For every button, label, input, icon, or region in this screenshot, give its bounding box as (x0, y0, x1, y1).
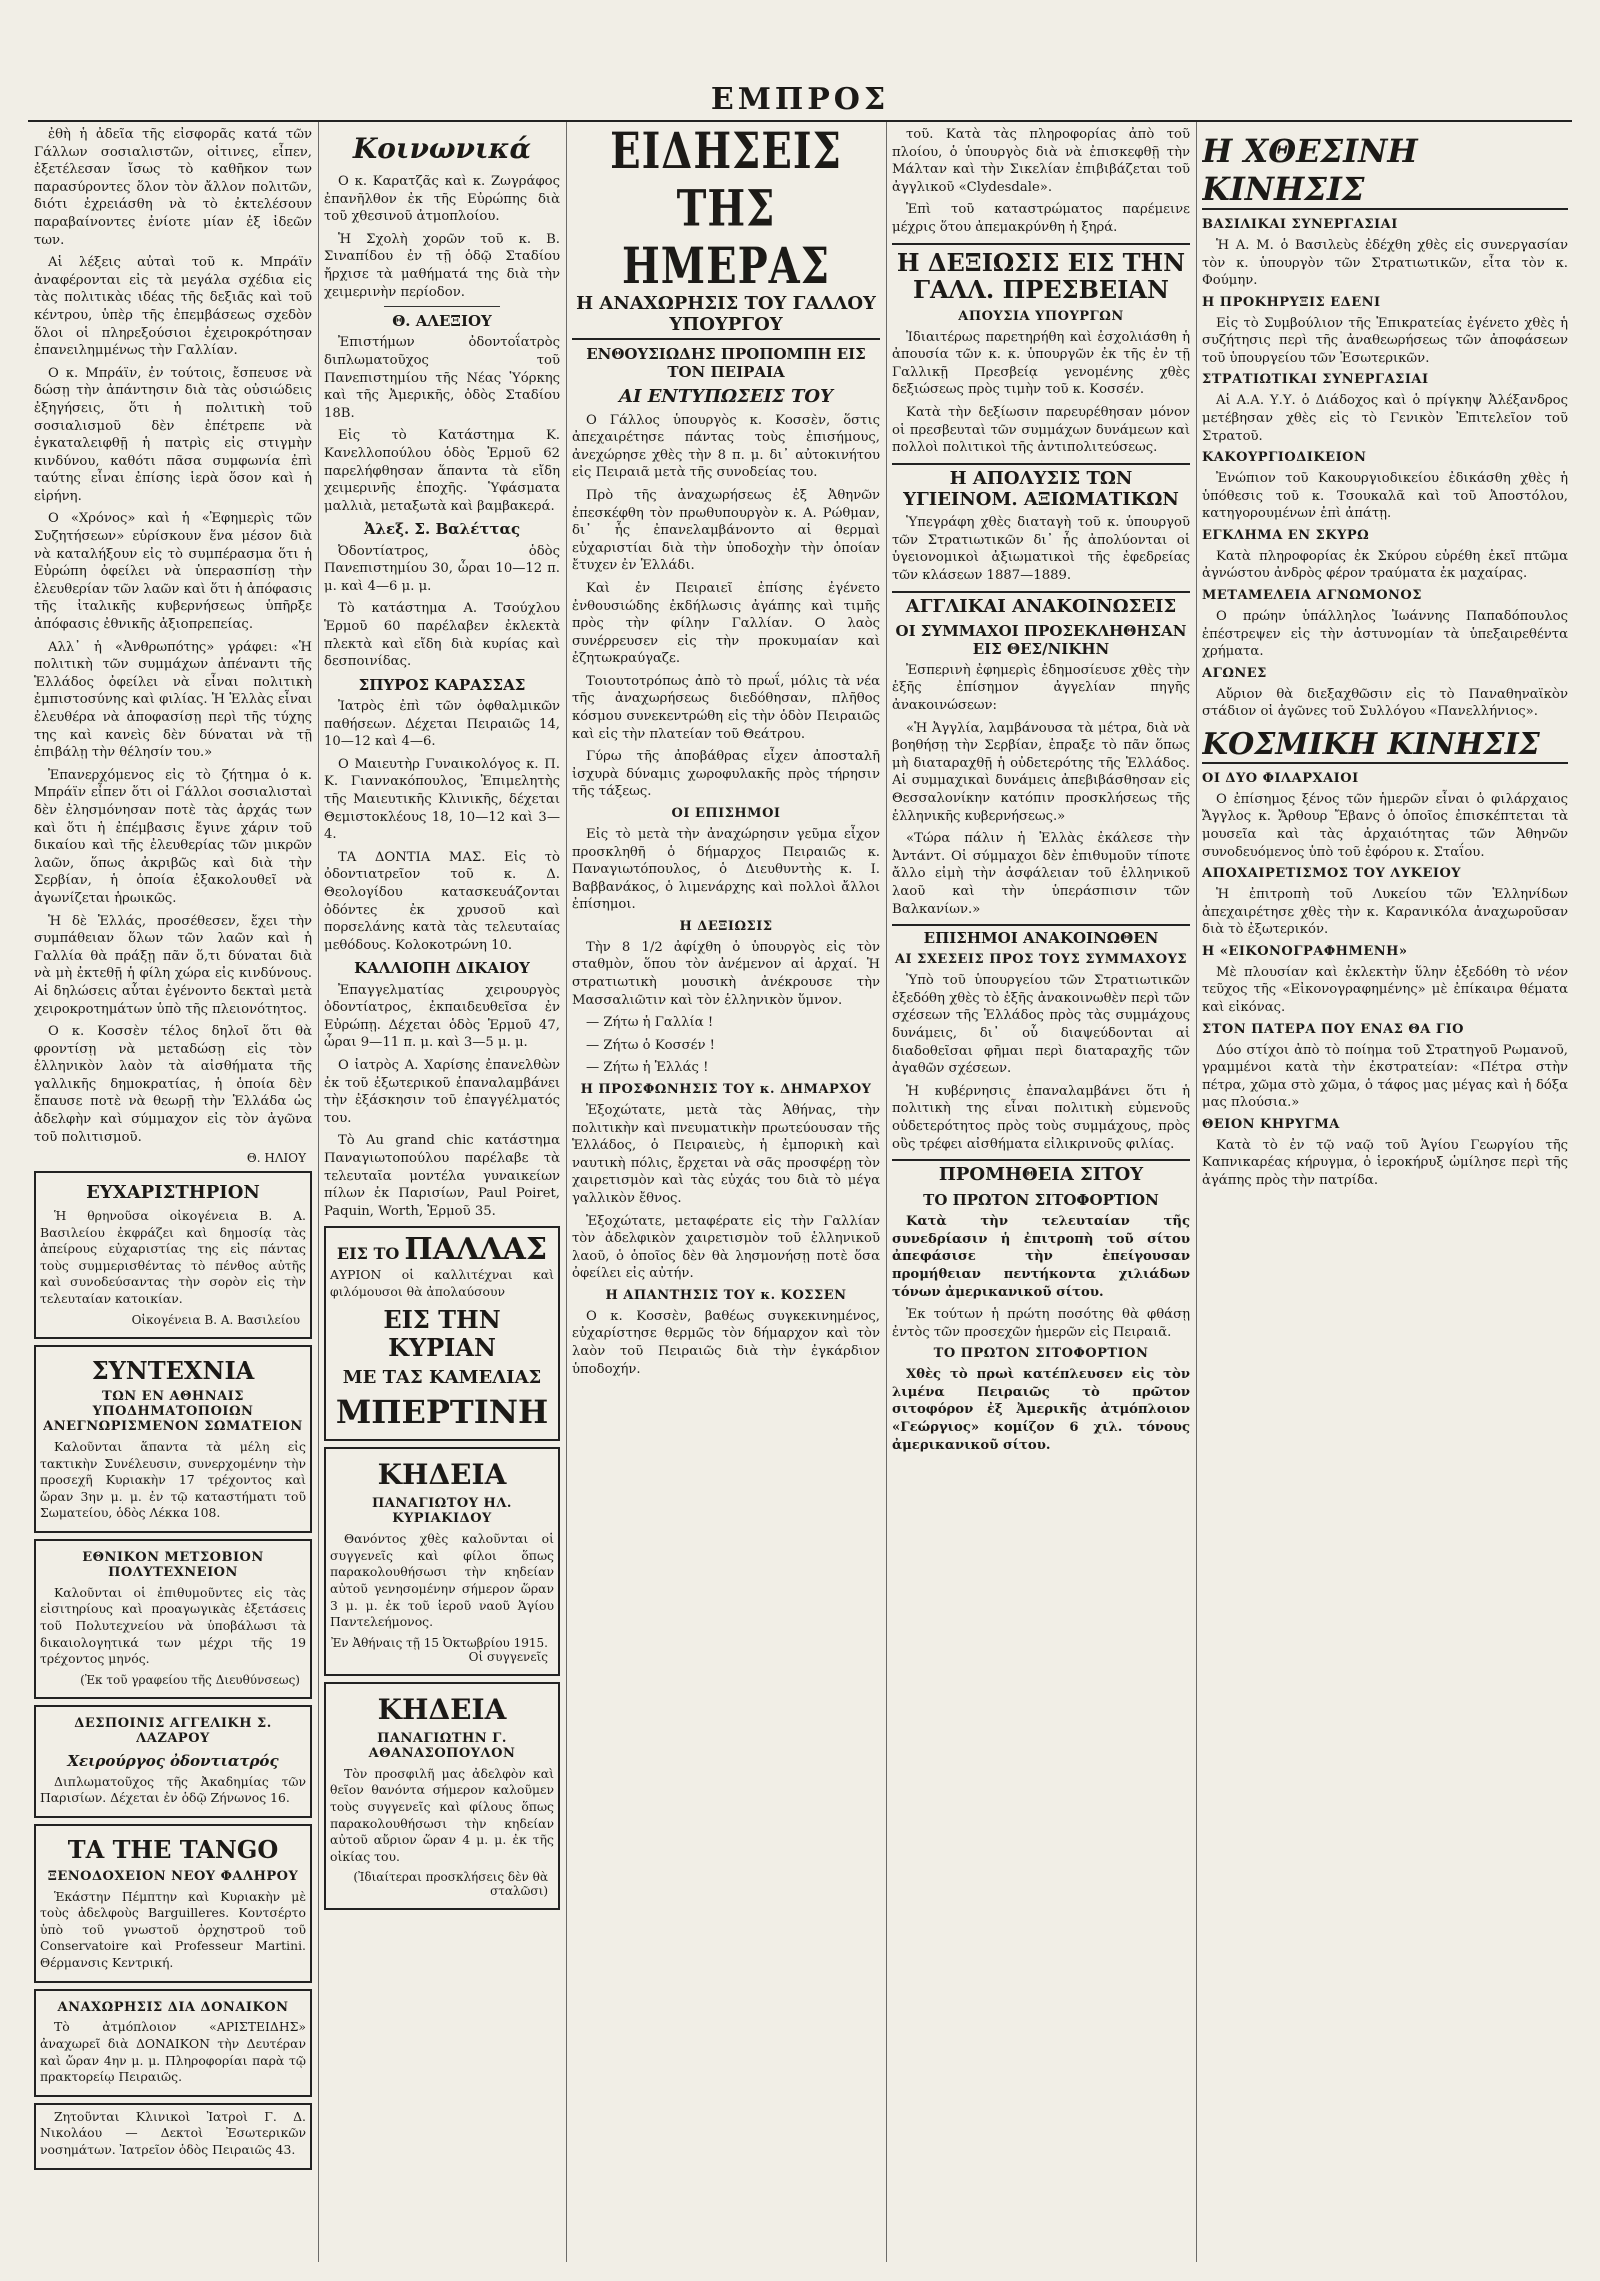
dentist-text: Διπλωματοῦχος τῆς Ἀκαδημίας τῶν Παρισίων. Δέχεται ἐν ὁδῷ Ζήνωνος 16. (40, 1773, 306, 1806)
item-text: Ἡ ἐπιτροπὴ τοῦ Λυκείου τῶν Ἑλληνίδων ἀπεχαιρέτησε χθὲς τὴν κ. Καρανικόλα ἀναχωροῦσαν διὰ τὸ ἐξωτερικόν. (1202, 887, 1568, 938)
thanks-title: ΕΥΧΑΡΙΣΤΗΡΙΟΝ (86, 1182, 260, 1204)
ad-text: Εἰς τὸ Κατάστημα Κ. Κανελλοπούλου ὁδὸς Ἑρμοῦ 62 παρελήφθησαν ἅπαντα τὰ εἴδη χειμερινῆς ἐποχῆς. Ὑφάσματα μαλλιὰ, μεταξωτὰ καὶ βαμβακερά. (324, 428, 560, 514)
column-1 (34, 126, 312, 2262)
ad-text: Ἐπαγγελματίας χειρουργὸς ὀδοντίατρος, ἐκπαιδευθεῖσα ἐν Εὐρώπῃ. Δέχεται ὁδὸς Ἑρμοῦ 47, ὧραι 9—11 π. μ. καὶ 3—5 μ. μ. (324, 982, 560, 1051)
item-text: Μὲ πλουσίαν καὶ ἐκλεκτὴν ὕλην ἐξεδόθη τὸ νέον τεῦχος τῆς «Εἰκονογραφημένης» μὲ ἐπίκαιρα θέματα καὶ εἰκόνας. (1202, 964, 1568, 1015)
article-paragraph: Ο Γάλλος ὑπουργὸς κ. Κοσσὲν, ὅστις ἀπεχαιρέτησε πάντας τοὺς ἐπισήμους, ἀνεχώρησε χθὲς τὴν 8 π. μ. δι᾽ αὐτοκινήτου εἰς Πειραιᾶ μετὰ τῆς συνοδείας του. (572, 412, 880, 481)
polytechnic-text: Καλοῦνται οἱ ἐπιθυμοῦντες εἰς τὰς εἰσιτηρίους καὶ προαγωγικὰς ἐξετάσεις τοῦ Πολυτεχνείου νὰ ὑποβάλωσι τὰ δικαιολογητικά των μέχρι τῆς 19 τρέχοντος μηνός. (40, 1584, 306, 1667)
item-heading: ΜΕΤΑΜΕΛΕΙΑ ΑΓΝΩΜΟΝΟΣ (1202, 588, 1422, 603)
polytechnic-notice (34, 1539, 312, 1699)
movement-section-title: Η ΧΘΕΣΙΝΗ ΚΙΝΗΣΙΣ (1202, 132, 1568, 210)
article-paragraph: Τοιουτοτρόπως ἀπὸ τὸ πρωΐ, μόλις τὰ νέα τῆς ἀναχωρήσεως διεδόθησαν, πλῆθος κόσμου συνεκεντρώθη εἰς τὴν ὁδὸν Πειραιῶς καὶ εἰς τὴν πλατείαν τοῦ Θεάτρου. (572, 673, 880, 742)
thanks-signature: Οἰκογένεια Β. Α. Βασιλείου (131, 1312, 300, 1327)
item-heading: ΣΤΡΑΤΙΩΤΙΚΑΙ ΣΥΝΕΡΓΑΣΙΑΙ (1202, 372, 1429, 388)
doctor-ad (34, 2103, 312, 2170)
cheer-line: — Ζήτω ἡ Ἑλλάς ! (586, 1060, 709, 1076)
article-paragraph: Ἐξοχώτατε, μετὰ τὰς Ἀθήνας, τὴν πολιτικὴν καὶ πνευματικὴν πρωτεύουσαν τῆς Ἑλλάδος, ὁ Πειραιεὺς, ἡ ἐμπορικὴ καὶ ναυτικὴ πόλις, ἔρχεται νὰ σᾶς προσφέρῃ τὸν χαιρετισμὸν καὶ τὰς εὐχάς του διὰ τὸ μέγα γαλλικὸν ἔθνος. (572, 1102, 880, 1206)
article-paragraph: Ἡ δὲ Ἑλλάς, προσέθεσεν, ἔχει τὴν συμπάθειαν ὅλων τῶν λαῶν καὶ ἡ Γαλλία θὰ πράξῃ πᾶν ὅ,τι δύναται διὰ νὰ μὴ ἐκτεθῇ ἡ φίλη χώρα εἰς κινδύνους. Αἱ δηλώσεις αὗται ἐγένοντο δεκταὶ μετὰ χειροκροτημάτων ὑπὸ τῆς πλειονότητος. (34, 913, 312, 1017)
column-rule (886, 122, 887, 2262)
item-heading: ΒΑΣΙΛΙΚΑΙ ΣΥΝΕΡΓΑΣΙΑΙ (1202, 217, 1398, 232)
item-heading: ΟΙ ΔΥΟ ΦΙΛΑΡΧΑΙΟΙ (1202, 770, 1359, 786)
dentist-ad (34, 1705, 312, 1818)
column-2 (324, 126, 560, 2262)
column-5 (1202, 126, 1568, 2262)
news-headline: Η ΑΝΑΧΩΡΗΣΙΣ ΤΟΥ ΓΑΛΛΟΥ ΥΠΟΥΡΓΟΥ (572, 294, 880, 340)
column-4 (892, 126, 1190, 2262)
article-paragraph: Ο κ. Κοσσὲν τέλος δηλοῖ ὅτι θὰ φροντίσῃ νὰ μεταδώσῃ εἰς τὸν ἑλληνικὸν λαὸν τὰ αἰσθήματα τῆς γαλλικῆς δημοκρατίας, ἡ ὁποία δὲν ἔπαυσε ποτὲ νὰ θεωρῇ τὴν Ἑλλάδα ὡς ἀδελφὴν καὶ σύμμαχον εἰς τὸν ἀγῶνα τοῦ πολιτισμοῦ. (34, 1024, 312, 1145)
funeral-title: ΚΗΔΕΙΑ (377, 1458, 507, 1492)
theatre-name: ΠΑΛΛΑΣ (404, 1232, 548, 1268)
ad-text: Τὸ Au grand chic κατάστημα Παναγιωτοπούλου παρέλαβε τὰ τελευταῖα μοντέλα γυναικείων πίλων ἐκ Παρισίων, Paul Poiret, Paquin, Worth, Ἑρμοῦ 35. (324, 1133, 560, 1219)
column-3 (572, 126, 880, 2262)
ad-text: Ἰατρὸς ἐπὶ τῶν ὀφθαλμικῶν παθήσεων. Δέχεται Πειραιῶς 14, 10—12 καὶ 4—6. (324, 699, 560, 750)
movement-items (1202, 218, 1568, 721)
theatre-prefix: ΕΙΣ ΤΟ (336, 1244, 400, 1264)
thanks-text: Ἡ θρηνοῦσα οἰκογένεια Β. Α. Βασιλείου ἐκφράζει καὶ δημοσίᾳ τὰς ἀπείρους εὐχαριστίας της εἰς πάντας τοὺς συμμερισθέντας τὸ πένθος αὐτῆς καὶ συνοδεύσαντας τὴν σορὸν εἰς τὴν τελευταίαν κατοικίαν. (40, 1207, 306, 1306)
article-paragraph: τοῦ. Κατὰ τὰς πληροφορίας ἀπὸ τοῦ πλοίου, ὁ ὑπουργὸς διὰ νὰ ἐπισκεφθῇ τὴν Μάλταν καὶ τὴν Σικελίαν ἐπιβιβάζεται τοῦ ἀγγλικοῦ «Clydesdale». (892, 127, 1190, 195)
article-paragraph: Ἐξοχώτατε, μεταφέρατε εἰς τὴν Γαλλίαν τὸν ἀδελφικὸν χαιρετισμὸν τοῦ ἑλληνικοῦ λαοῦ, ὁ ὁποῖος δὲν θὰ λησμονήσῃ ποτὲ ὅσα ὀφείλει εἰς αὐτήν. (572, 1213, 880, 1282)
article-paragraph: Ἐκ τούτων ἡ πρώτη ποσότης θὰ φθάσῃ ἐντὸς τῶν προσεχῶν ἡμερῶν εἰς Πειραιᾶ. (892, 1307, 1190, 1340)
article-paragraph: Χθὲς τὸ πρωὶ κατέπλευσεν εἰς τὸν λιμένα Πειραιῶς τὸ πρῶτον σιτοφόρον ἐξ Ἀμερικῆς ἀτμόπλοιον «Γεώργιος» κομίζον 6 χιλ. τόνους ἀμερικανικοῦ σίτου. (892, 1367, 1190, 1453)
article-paragraph: Ὑπὸ τοῦ ὑπουργείου τῶν Στρατιωτικῶν ἐξεδόθη χθὲς τὸ ἑξῆς ἀνακοινωθὲν περὶ τῶν σχέσεων τῆς Ἑλλάδος πρὸς τὰς συμμάχους δυνάμεις, δι᾽ οὗ διαψεύδονται αἱ διαδοθεῖσαι φῆμαι περὶ διαταραχῆς τῶν ἀγαθῶν σχέσεων. (892, 973, 1190, 1077)
section-subheading: ΑΠΟΥΣΙΑ ΥΠΟΥΡΓΩΝ (958, 308, 1124, 324)
masthead-rule (28, 120, 1572, 122)
article-paragraph: Ἐσπερινὴ ἐφημερὶς ἐδημοσίευσε χθὲς τὴν ἑξῆς ἐπίσημον ἀγγελίαν πηγῆς ἀνακοινώσεων: (892, 662, 1190, 713)
section-heading: Η ΔΕΞΙΩΣΙΣ ΕΙΣ ΤΗΝ ΓΑΛΛ. ΠΡΕΣΒΕΙΑΝ (892, 243, 1190, 304)
article-paragraph: Ἡ κυβέρνησις ἐπαναλαμβάνει ὅτι ἡ πολιτικὴ της εἶναι πολιτικὴ εὐμενοῦς οὐδετερότητος πρὸς τοὺς συμμάχους, πρὸς οὓς τρέφει αἰσθήματα εἰλικρινοῦς φιλίας. (892, 1083, 1190, 1152)
article-paragraph: «Ἡ Ἀγγλία, λαμβάνουσα τὰ μέτρα, διὰ νὰ βοηθήσῃ τὴν Σερβίαν, ἐπραξε τὸ πᾶν ὅπως μὴ διαταραχθῇ ἡ οὐδετερότης τῆς Ἑλλάδος. Αἱ συμμαχικαὶ δυνάμεις ἀπεβιβάσθησαν εἰς Θεσσαλονίκην κατόπιν προσκλήσεως τῆς ἑλληνικῆς κυβερνήσεως.» (892, 720, 1190, 824)
item-text: Αὔριον θὰ διεξαχθῶσιν εἰς τὸ Παναθηναϊκὸν στάδιον οἱ ἀγῶνες τοῦ Συλλόγου «Πανελλήνιος». (1202, 686, 1568, 720)
article-paragraph: Ἐπὶ τοῦ καταστρώματος παρέμεινε μέχρις ὅτου ἀπεμακρύνθη ἡ ξηρά. (892, 202, 1190, 235)
section-heading: Η ΠΡΟΣΦΩΝΗΣΙΣ ΤΟΥ κ. ΔΗΜΑΡΧΟΥ (580, 1082, 872, 1098)
theatre-text: ΑΥΡΙΟΝ οἱ καλλιτέχναι καὶ φιλόμουσοι θὰ ἀπολαύσουν (330, 1267, 554, 1299)
section-subheading: ΟΙ ΣΥΜΜΑΧΟΙ ΠΡΟΣΕΚΛΗΘΗΣΑΝ ΕΙΣ ΘΕΣ/ΝΙΚΗΝ (895, 622, 1187, 658)
column-rule (1196, 122, 1197, 2262)
masthead (0, 78, 1600, 118)
section-subheading: ΤΟ ΠΡΩΤΟΝ ΣΙΤΟΦΟΡΤΙΟΝ (923, 1190, 1159, 1209)
theatre-play: ΜΕ ΤΑΣ ΚΑΜΕΛΙΑΣ (342, 1366, 542, 1388)
funeral-signature: Ἐν Ἀθήναις τῇ 15 Ὀκτωβρίου 1915. Οἱ συγγενεῖς (331, 1635, 548, 1664)
section-heading: ΑΓΓΛΙΚΑΙ ΑΝΑΚΟΙΝΩΣΕΙΣ (892, 591, 1190, 618)
section-heading: ΠΡΟΜΗΘΕΙΑ ΣΙΤΟΥ (892, 1159, 1190, 1186)
ad-title: Θ. ΑΛΕΞΙΟΥ (392, 312, 492, 331)
ad-text: Ἐπιστήμων ὀδοντοΐατρὸς διπλωματοῦχος τοῦ Πανεπιστημίου τῆς Νέας Ὑόρκης καὶ τῆς Ἀμερικῆς, ὁδὸς Σταδίου 18Β. (324, 335, 560, 421)
item-heading: ΣΤΟΝ ΠΑΤΕΡΑ ΠΟΥ ΕΝΑΣ ΘΑ ΓΙΟ (1202, 1021, 1465, 1037)
item-heading: ΚΑΚΟΥΡΓΙΟΔΙΚΕΙΟΝ (1202, 450, 1367, 466)
masthead-title: ΕΜΠΡΟΣ (710, 82, 890, 117)
article-paragraph: Τὴν 8 1/2 ἀφίχθη ὁ ὑπουργὸς εἰς τὸν σταθμὸν, ὅπου τὸν ἀνέμενον αἱ ἀρχαί. Ἡ στρατιωτικὴ μουσικὴ ἀνέκρουσε τὴν Μασσαλιῶτιν καὶ τὸν ἑλληνικὸν ὕμνον. (572, 939, 880, 1008)
social-section-title: Κοινωνικά (352, 132, 532, 165)
funeral-title: ΚΗΔΕΙΑ (377, 1692, 507, 1726)
tango-ad (34, 1824, 312, 1983)
ad-text: ΤΑ ΔΟΝΤΙΑ ΜΑΣ. Εἰς τὸ ὀδοντιατρεῖον τοῦ κ. Δ. Θεολογίδου κατασκευάζονται ὀδόντες ἐκ χρυσοῦ καὶ πορσελάνης κατὰ τὰς τελευταίας μεθόδους. Κολοκοτρώνη 10. (324, 849, 560, 953)
item-text: Κατὰ τὸ ἐν τῷ ναῷ τοῦ Ἁγίου Γεωργίου τῆς Καπνικαρέας κήρυγμα, ὁ ἱεροκήρυξ ὡμίλησε περὶ τῆς ἀγάπης πρὸς τὴν πατρίδα. (1202, 1137, 1568, 1189)
social-movement-title: ΚΟΣΜΙΚΗ ΚΙΝΗΣΙΣ (1202, 727, 1568, 764)
article-paragraph: «Τώρα πάλιν ἡ Ἑλλὰς ἐκάλεσε τὴν Ἀντάντ. Οἱ σύμμαχοι δὲν ἐπιθυμοῦν τίποτε ἄλλο εἰμὴ τὴν ἀσφάλειαν τοῦ ἑλληνικοῦ λαοῦ καὶ τὴν ὑπεράσπισιν τῶν Βαλκανίων.» (892, 831, 1190, 917)
departure-text: Τὸ ἀτμόπλοιον «ΑΡΙΣΤΕΙΔΗΣ» ἀναχωρεῖ διὰ ΔΟΝΑΙΚΟΝ τὴν Δευτέραν καὶ ὥραν 4ην μ. μ. Πληροφορίαι παρὰ τῷ πρακτορείῳ Πειραιῶς. (40, 2019, 306, 2085)
departure-title: ΑΝΑΧΩΡΗΣΙΣ ΔΙΑ ΔΟΝΑΙΚΟΝ (57, 1999, 289, 2015)
article-paragraph: Αἱ λέξεις αὐταὶ τοῦ κ. Μπράϊν ἀναφέρονται εἰς τὰ μεγάλα σχέδια εἰς τὰς πολιτικὰς ιδέας τῆς δεξιᾶς καὶ τοῦ κέντρου, ὑπὲρ τῆς ἐπεμβάσεως σχεδὸν ὅλοι οἱ πληρεξούσιοι ἐχειροκρότησαν ἐπανειλημμένως τὴν Γαλλίαν. (34, 255, 312, 359)
item-heading: ΘΕΙΟΝ ΚΗΡΥΓΜΑ (1202, 1116, 1340, 1132)
article-paragraph: Αλλ᾽ ἡ «Ἀνθρωπότης» γράφει: «Ἡ πολιτικὴ τῶν συμμάχων ἀπέναντι τῆς Ἑλλάδος ὀφείλει νὰ εἶναι πολιτικὴ ἐμπιστοσύνης καὶ φιλίας. Ἡ Ἑλλὰς εἶναι ἐλευθέρα νὰ ἀποφασίσῃ περὶ τῆς τύχης της καὶ κανεὶς δὲν δύναται νὰ τῇ ἐπιβάλῃ τὴν θέλησίν του.» (34, 639, 312, 761)
item-text: Εἰς τὸ Συμβούλιον τῆς Ἐπικρατείας ἐγένετο χθὲς ἡ συζήτησις περὶ τῆς ἀναθεωρήσεως τῶν ἀποφάσεων τοῦ ὑπουργείου τῶν Ἐσωτερικῶν. (1202, 315, 1568, 366)
item-text: Ἡ Α. Μ. ὁ Βασιλεὺς ἐδέχθη χθὲς εἰς συνεργασίαν τὸν κ. ὑπουργὸν τῶν Στρατιωτικῶν, εἶτα τὸν κ. Φούμην. (1202, 237, 1568, 289)
theatre-ad (324, 1226, 560, 1441)
funeral-signature: (Ἰδιαίτεραι προσκλήσεις δὲν θὰ σταλῶσι) (353, 1870, 548, 1899)
section-heading: Η ΑΠΑΝΤΗΣΙΣ ΤΟΥ κ. ΚΟΣΣΕΝ (605, 1287, 847, 1303)
column-rule (566, 122, 567, 2262)
funeral-name: ΠΑΝΑΓΙΩΤΗΝ Γ. ΑΘΑΝΑΣΟΠΟΥΛΟΝ (368, 1730, 516, 1761)
funeral-notice-1 (324, 1447, 560, 1676)
cheer-line: — Ζήτω ὁ Κοσσέν ! (586, 1037, 715, 1053)
theatre-star: ΜΠΕΡΤΙΝΗ (335, 1393, 549, 1432)
union-notice (34, 1345, 312, 1533)
dentist-subtitle: Χειρούργος ὀδοντιατρός (67, 1751, 279, 1770)
section-subheading: ΤΟ ΠΡΩΤΟΝ ΣΙΤΟΦΟΡΤΙΟΝ (933, 1346, 1149, 1362)
item-heading: ΕΓΚΛΗΜΑ ΕΝ ΣΚΥΡΩ (1202, 527, 1370, 543)
doctor-text: Ζητοῦνται Κλινικοὶ Ἰατροὶ Γ. Δ. Νικολάου — Δεκτοὶ Ἐσωτερικῶν νοσημάτων. Ἰατρεῖον ὁδὸς Πειραιῶς 43. (40, 2108, 306, 2158)
column-rule (318, 122, 319, 2262)
section-heading: ΟΙ ΕΠΙΣΗΜΟΙ (671, 806, 781, 822)
article-paragraph: Καὶ ἐν Πειραιεῖ ἐπίσης ἐγένετο ἐνθουσιώδης ἐκδήλωσις ἀγάπης καὶ τιμῆς πρὸς τὴν φίλην Γαλλίαν. Ο λαὸς συνέρρευσεν εἰς τὴν προκυμαίαν καὶ ἐζητωκραύγαζε. (572, 580, 880, 667)
article-paragraph: Γύρω τῆς ἀποβάθρας εἶχεν ἀποσταλῆ ἰσχυρὰ δύναμις χωροφυλακῆς πρὸς τήρησιν τῆς τάξεως. (572, 749, 880, 800)
ad-title: Ἀλεξ. Σ. Βαλέττας (363, 520, 521, 539)
departure-ad (34, 1989, 312, 2097)
ad-text: Ο Μαιευτὴρ Γυναικολόγος κ. Π. Κ. Γιαννακόπουλος, Ἐπιμελητὴς τῆς Μαιευτικῆς Κλινικῆς, δέχεται Θεμιστοκλέους 18, 10—12 καὶ 3—4. (324, 756, 560, 843)
news-section-title: ΕΙΔΗΣΕΙΣ ΤΗΣ ΗΜΕΡΑΣ (610, 126, 842, 296)
separator (384, 306, 500, 307)
union-text: Καλοῦνται ἅπαντα τὰ μέλη εἰς τακτικὴν Συνέλευσιν, συνερχομένην τὴν προσεχῆ Κυριακὴν 17 τρέχοντος καὶ ὥραν 3ην μ. μ. ἐν τῷ καταστήματι τοῦ Σωματείου, ὁδὸς Λέκκα 108. (40, 1438, 306, 1521)
section-heading: Η ΔΕΞΙΩΣΙΣ (679, 918, 773, 934)
section-heading: ΕΠΙΣΗΜΟΙ ΑΝΑΚΟΙΝΩΘΕΝ (892, 924, 1190, 947)
cheer-line: — Ζήτω ἡ Γαλλία ! (586, 1015, 714, 1031)
news-subheadline-2: ΑΙ ΕΝΤΥΠΩΣΕΙΣ ΤΟΥ (619, 385, 833, 407)
item-text: Δύο στίχοι ἀπὸ τὸ ποίημα τοῦ Στρατηγοῦ Ρωμανοῦ, γραμμένοι κατὰ τὴν ἐκστρατείαν: «Πέτρα στὴν πέτρα, χῶμα στὸ χῶμα, ὁ τάφος μας μέγας καὶ ἡ δόξα μας πλούσια.» (1202, 1042, 1568, 1111)
section-heading: Η ΑΠΟΛΥΣΙΣ ΤΩΝ ΥΓΙΕΙΝΟΜ. ΑΞΙΩΜΑΤΙΚΩΝ (892, 463, 1190, 510)
item-text: Ο ἐπίσημος ξένος τῶν ἡμερῶν εἶναι ὁ φιλάρχαιος Ἄγγλος κ. Ἄρθουρ Ἔβανς ὁ ὁποῖος ἐπισκέπτεται τὰ μουσεῖα καὶ τὰς ἀρχαιότητας τῶν Ἀθηνῶν συνοδευόμενος ὑπὸ τοῦ ἐφόρου κ. Σταΐου. (1202, 791, 1568, 860)
news-subheadline: ΕΝΘΟΥΣΙΩΔΗΣ ΠΡΟΠΟΜΠΗ ΕΙΣ ΤΟΝ ΠΕΙΡΑΙΑ (586, 345, 866, 381)
item-text: Ο πρώην ὑπάλληλος Ἰωάννης Παπαδόπουλος ἐπέστρεψεν εἰς τὴν ἀστυνομίαν τὰ ὑπεξαιρεθέντα χρήματα. (1202, 608, 1568, 660)
item-text: Αἱ Α.Α. Υ.Υ. ὁ Διάδοχος καὶ ὁ πρίγκηψ Ἀλέξανδρος μετέβησαν χθὲς εἰς τὸ Γενικὸν Ἐπιτελεῖον τοῦ Στρατοῦ. (1202, 393, 1568, 444)
article-paragraph: Κατὰ τὴν τελευταίαν τῆς συνεδρίασιν ἡ ἐπιτροπὴ τοῦ σίτου ἀπεφάσισε τὴν ἐπείγουσαν προμήθειαν πεντήκοντα χιλιάδων τόνων ἀμερικανικοῦ σίτου. (892, 1214, 1190, 1300)
article-paragraph: Ἰδιαιτέρως παρετηρήθη καὶ ἐσχολιάσθη ἡ ἀπουσία τῶν κ. κ. ὑπουργῶν ἐκ τῆς ἐν τῇ Γαλλικῇ Πρεσβείᾳ γενομένης χθὲς δεξιώσεως πρὸς τιμὴν τοῦ κ. Κοσσέν. (892, 329, 1190, 398)
item-text: Κατὰ πληροφορίας ἐκ Σκύρου εὑρέθη ἐκεῖ πτῶμα ἀγνώστου ἀνδρὸς φέρον τραύματα ἐκ μαχαίρας. (1202, 548, 1568, 582)
ad-text: Ὀδοντίατρος, ὁδὸς Πανεπιστημίου 30, ὧραι 10—12 π. μ. καὶ 4—6 μ. μ. (324, 543, 560, 594)
item-heading: ΑΠΟΧΑΙΡΕΤΙΣΜΟΣ ΤΟΥ ΛΥΚΕΙΟΥ (1202, 866, 1462, 882)
union-subtitle: ΤΩΝ ΕΝ ΑΘΗΝΑΙΣ ΥΠΟΔΗΜΑΤΟΠΟΙΩΝ ΑΝΕΓΝΩΡΙΣΜΕΝΟΝ ΣΩΜΑΤΕΙΟΝ (43, 1389, 303, 1434)
funeral-text: Θανόντος χθὲς καλοῦνται οἱ συγγενεῖς καὶ φίλοι ὅπως παρακολουθήσωσι τὴν κηδείαν αὐτοῦ γενησομένην σήμερον ὥραν 3 μ. μ. ἐκ τοῦ ἱεροῦ ναοῦ Ἁγίου Παντελεήμονος. (330, 1531, 554, 1630)
article-paragraph: Εἰς τὸ μετὰ τὴν ἀναχώρησιν γεῦμα εἶχον προσκληθῆ ὁ δήμαρχος Πειραιῶς κ. Παναγιωτόπουλος, ὁ Διευθυντὴς κ. Ι. Βαββανάκος, ὁ λιμενάρχης καὶ πολλοὶ ἄλλοι ἐπίσημοι. (572, 826, 880, 913)
dentist-title: ΔΕΣΠΟΙΝΙΣ ΑΓΓΕΛΙΚΗ Σ. ΛΑΖΑΡΟΥ (74, 1715, 272, 1746)
tango-subtitle: ΞΕΝΟΔΟΧΕΙΟΝ ΝΕΟΥ ΦΑΛΗΡΟΥ (47, 1868, 299, 1884)
union-title: ΣΥΝΤΕΧΝΙΑ (91, 1355, 255, 1385)
social-item: Ἡ Σχολὴ χορῶν τοῦ κ. Β. Σιναπίδου ἐν τῇ ὁδῷ Σταδίου ἤρχισε τὰ μαθήματά της διὰ τὴν χειμερινὴν περίοδον. (324, 231, 560, 300)
article-paragraph: Ο «Χρόνος» καὶ ἡ «Ἐφημερὶς τῶν Συζητήσεων» εὑρίσκουν ἕνα μέσον διὰ νὰ καταλήξουν εἰς τὸ συμπέρασμα ὅτι ἡ Εὐρώπη ὀφείλει νὰ ὑπερασπίσῃ τὴν ἐλευθερίαν τῶν λαῶν καὶ ὅτι ἡ ἀπόφασις τῆς ἰταλικῆς κυβερνήσεως ὑπῆρξε ἀπόφασις ἐθνικῆς ἀξιοπρεπείας. (34, 511, 312, 633)
ad-text: Ο ἰατρὸς Α. Χαρίσης ἐπανελθὼν ἐκ τοῦ ἐξωτερικοῦ ἐπαναλαμβάνει τὴν ἐξάσκησιν τοῦ ἐπαγγέλματός του. (324, 1057, 560, 1126)
funeral-text: Τὸν προσφιλῆ μας ἀδελφὸν καὶ θεῖον θανόντα σήμερον καλοῦμεν τοὺς συγγενεῖς καὶ φίλους ὅπως παρακολουθήσωσι τὴν κηδείαν αὐτοῦ αὔριον ὥραν 4 μ. μ. ἐκ τῆς οἰκίας του. (330, 1765, 554, 1864)
social-item: Ο κ. Καρατζᾶς καὶ κ. Ζωγράφος ἐπανῆλθον ἐκ τῆς Εὐρώπης διὰ τοῦ χθεσινοῦ ἀτμοπλοίου. (324, 174, 560, 225)
thanks-notice (34, 1171, 312, 1338)
item-heading: ΑΓΩΝΕΣ (1202, 665, 1267, 681)
funeral-notice-2 (324, 1682, 560, 1911)
polytechnic-signature: (Ἐκ τοῦ γραφείου τῆς Διευθύνσεως) (80, 1672, 300, 1687)
tango-text: Ἑκάστην Πέμπτην καὶ Κυριακὴν μὲ τοὺς ἀδελφοὺς Barguilleres. Κοντσέρτο ὑπὸ τοῦ γνωστοῦ ὀρχηστροῦ τοῦ Conservatoire καὶ Professeur Martini. Θέρμανσις Κεντρική. (40, 1888, 306, 1970)
theatre-subtitle: ΕΙΣ ΤΗΝ ΚΥΡΙΑΝ (383, 1305, 501, 1363)
article-paragraph: Ἐπανερχόμενος εἰς τὸ ζήτημα ὁ κ. Μπράϊν εἶπεν ὅτι οἱ Γάλλοι σοσιαλισταὶ δὲν ἐλησμόνησαν ποτὲ τὰς ἀρχάς των καὶ ὅτι ἡ ἐπέμβασις ἔγινε χάριν τοῦ δικαίου καὶ τῆς ἐλευθερίας τῶν μικρῶν λαῶν, ὅπως ἀκριβῶς καὶ διὰ τὴν Σερβίαν, ἡ ὁποία ἐξακολουθεῖ νὰ ἀγωνίζεται ἡρωικῶς. (34, 767, 312, 906)
item-heading: Η «ΕΙΚΟΝΟΓΡΑΦΗΜΕΝΗ» (1202, 943, 1408, 959)
tango-title: ΤΑ ΤΗΕ TANGO (67, 1835, 279, 1865)
section-subheading: ΑΙ ΣΧΕΣΕΙΣ ΠΡΟΣ ΤΟΥΣ ΣΥΜΜΑΧΟΥΣ (894, 952, 1188, 968)
article-paragraph: Ὑπεγράφη χθὲς διαταγὴ τοῦ κ. ὑπουργοῦ τῶν Στρατιωτικῶν δι᾽ ἧς ἀπολύονται οἱ ὑγειονομικοὶ ἀξιωματικοὶ τῆς ἐφεδρείας τῶν κλάσεων 1887—1889. (892, 515, 1190, 583)
social-movement-items (1202, 772, 1568, 1190)
item-text: Ἐνώπιον τοῦ Κακουργιοδικείου ἐδικάσθη χθὲς ἡ ὑπόθεσις τοῦ κ. Τσουκαλᾶ καὶ τοῦ Ἀποστόλου, κατηγορουμένων ἐπὶ ἀπάτῃ. (1202, 471, 1568, 522)
funeral-name: ΠΑΝΑΓΙΩΤΟΥ ΗΛ. ΚΥΡΙΑΚΙΔΟΥ (372, 1496, 512, 1527)
polytechnic-title: ΕΘΝΙΚΟΝ ΜΕΤΣΟΒΙΟΝ ΠΟΛΥΤΕΧΝΕΙΟΝ (82, 1549, 264, 1580)
item-heading: Η ΠΡΟΚΗΡΥΞΙΣ ΕΔΕΝΙ (1202, 294, 1381, 310)
article-paragraph: Πρὸ τῆς ἀναχωρήσεως ἐξ Ἀθηνῶν ἐπεσκέφθη τὸν πρωθυπουργὸν κ. Α. Ρώθμαν, δι᾽ ἧς ἐπανελαμβάνοντο αἱ θερμαὶ εὐχαριστίαι διὰ τὴν ὑποδοχὴν τὴν ὁποίαν ἔτυχεν ἐν Ἑλλάδι. (572, 487, 880, 574)
article-paragraph: Κατὰ τὴν δεξίωσιν παρευρέθησαν μόνον οἱ πρεσβευταὶ τῶν συμμάχων δυνάμεων καὶ πολλοὶ πολιτικοὶ τῆς ἀντιπολιτεύσεως. (892, 405, 1190, 456)
ad-title: ΣΠΥΡΟΣ ΚΑΡΑΣΣΑΣ (358, 675, 526, 694)
ad-title: ΚΑΛΛΙΟΠΗ ΔΙΚΑΙΟΥ (354, 959, 530, 978)
ad-text: Τὸ κατάστημα Α. Τσούχλου Ἑρμοῦ 60 παρέλαβεν ἐκλεκτὰ πλεκτὰ καὶ εἴδη διὰ κυρίας καὶ δεσποινίδας. (324, 601, 560, 670)
article-paragraph: Ο κ. Μπράϊν, ἐν τούτοις, ἔσπευσε νὰ δώσῃ τὴν ἀπάντησιν διὰ τὰς οὐσιώδεις ἐξηγήσεις, ὅτι ἡ πολιτικὴ τοῦ σοσιαλισμοῦ δὲν ἐπέτρεπε νὰ ἐγκαταλειφθῇ ἡ πατρὶς εἰς στιγμὴν κινδύνου, καθότι πᾶσα συμφωνία ἐπὶ ταύτης εἶναι ἐπίσης ἱερὰ ὅσον καὶ ἡ εἰρήνη. (34, 365, 312, 504)
article-signature: Θ. ΗΛΙΟΥ (246, 1151, 306, 1166)
article-paragraph: Ο κ. Κοσσὲν, βαθέως συγκεκινημένος, εὐχαρίστησε θερμῶς τὸν δήμαρχον καὶ τὸν λαὸν τοῦ Πειραιῶς διὰ τὴν ἐγκάρδιον ὑποδοχήν. (572, 1308, 880, 1377)
article-paragraph: ἐθὴ ἡ ἀδεῖα τῆς εἰσφορᾶς κατά τῶν Γάλλων σοσιαλιστῶν, οἱτινες, εἶπεν, ἐξετέλεσαν ἴσως τὸ καθῆκον των παρασύροντες ὅλον τὸν ἄλλον πολιτῶν, διότι ἐχρειάσθη νὰ τὸ ἐκτελέσουν παραβαίνοντες ἐνίοτε μίαν ἐξ ἰδεῶν των. (34, 127, 312, 248)
